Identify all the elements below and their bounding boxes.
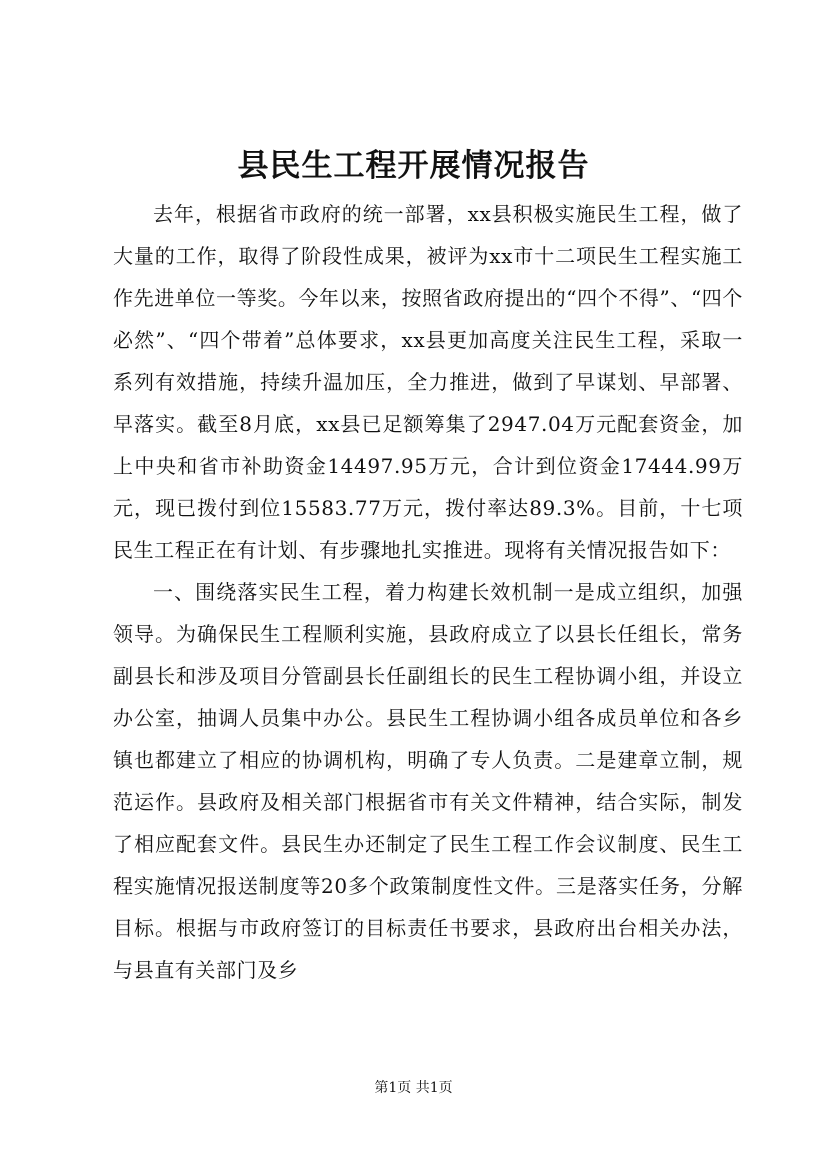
paragraph-intro: 去年，根据省市政府的统一部署，xx县积极实施民生工程，做了大量的工作，取得了阶段性成果，被评为xx市十二项民生工程实施工作先进单位一等奖。今年以来，按照省政府提出的“四个不得”、“四个必然”、“四个带着”总体要求，xx县更加高度关注民生工程，采取一系列有效措施，持续升温加压，全力推进，做到了早谋划、早部署、早落实。截至8月底，xx县已足额筹集了2947.04万元配套资金，加上中央和省市补助资金14497.95万元，合计到位资金17444.99万元，现已拨付到位15583.77万元，拨付率达89.3%。目前，十七项民生工程正在有计划、有步骤地扎实推进。现将有关情况报告如下： (113, 202, 743, 562)
paragraph-section-one: 一、围绕落实民生工程，着力构建长效机制一是成立组织，加强领导。为确保民生工程顺利实施，县政府成立了以县长任组长，常务副县长和涉及项目分管副县长任副组长的民生工程协调小组，并设立办公室，抽调人员集中办公。县民生工程协调小组各成员单位和各乡镇也都建立了相应的协调机构，明确了专人负责。二是建章立制，规范运作。县政府及相关部门根据省市有关文件精神，结合实际，制发了相应配套文件。县民生办还制定了民生工程工作会议制度、民生工程实施情况报送制度等20多个政策制度性文件。三是落实任务，分解目标。根据与市政府签订的目标责任书要求，县政府出台相关办法，与县直有关部门及乡 (113, 580, 743, 982)
page-footer: 第1页 共1页 (374, 1080, 453, 1096)
document-title: 县民生工程开展情况报告 (237, 148, 590, 184)
document-body (113, 193, 743, 991)
